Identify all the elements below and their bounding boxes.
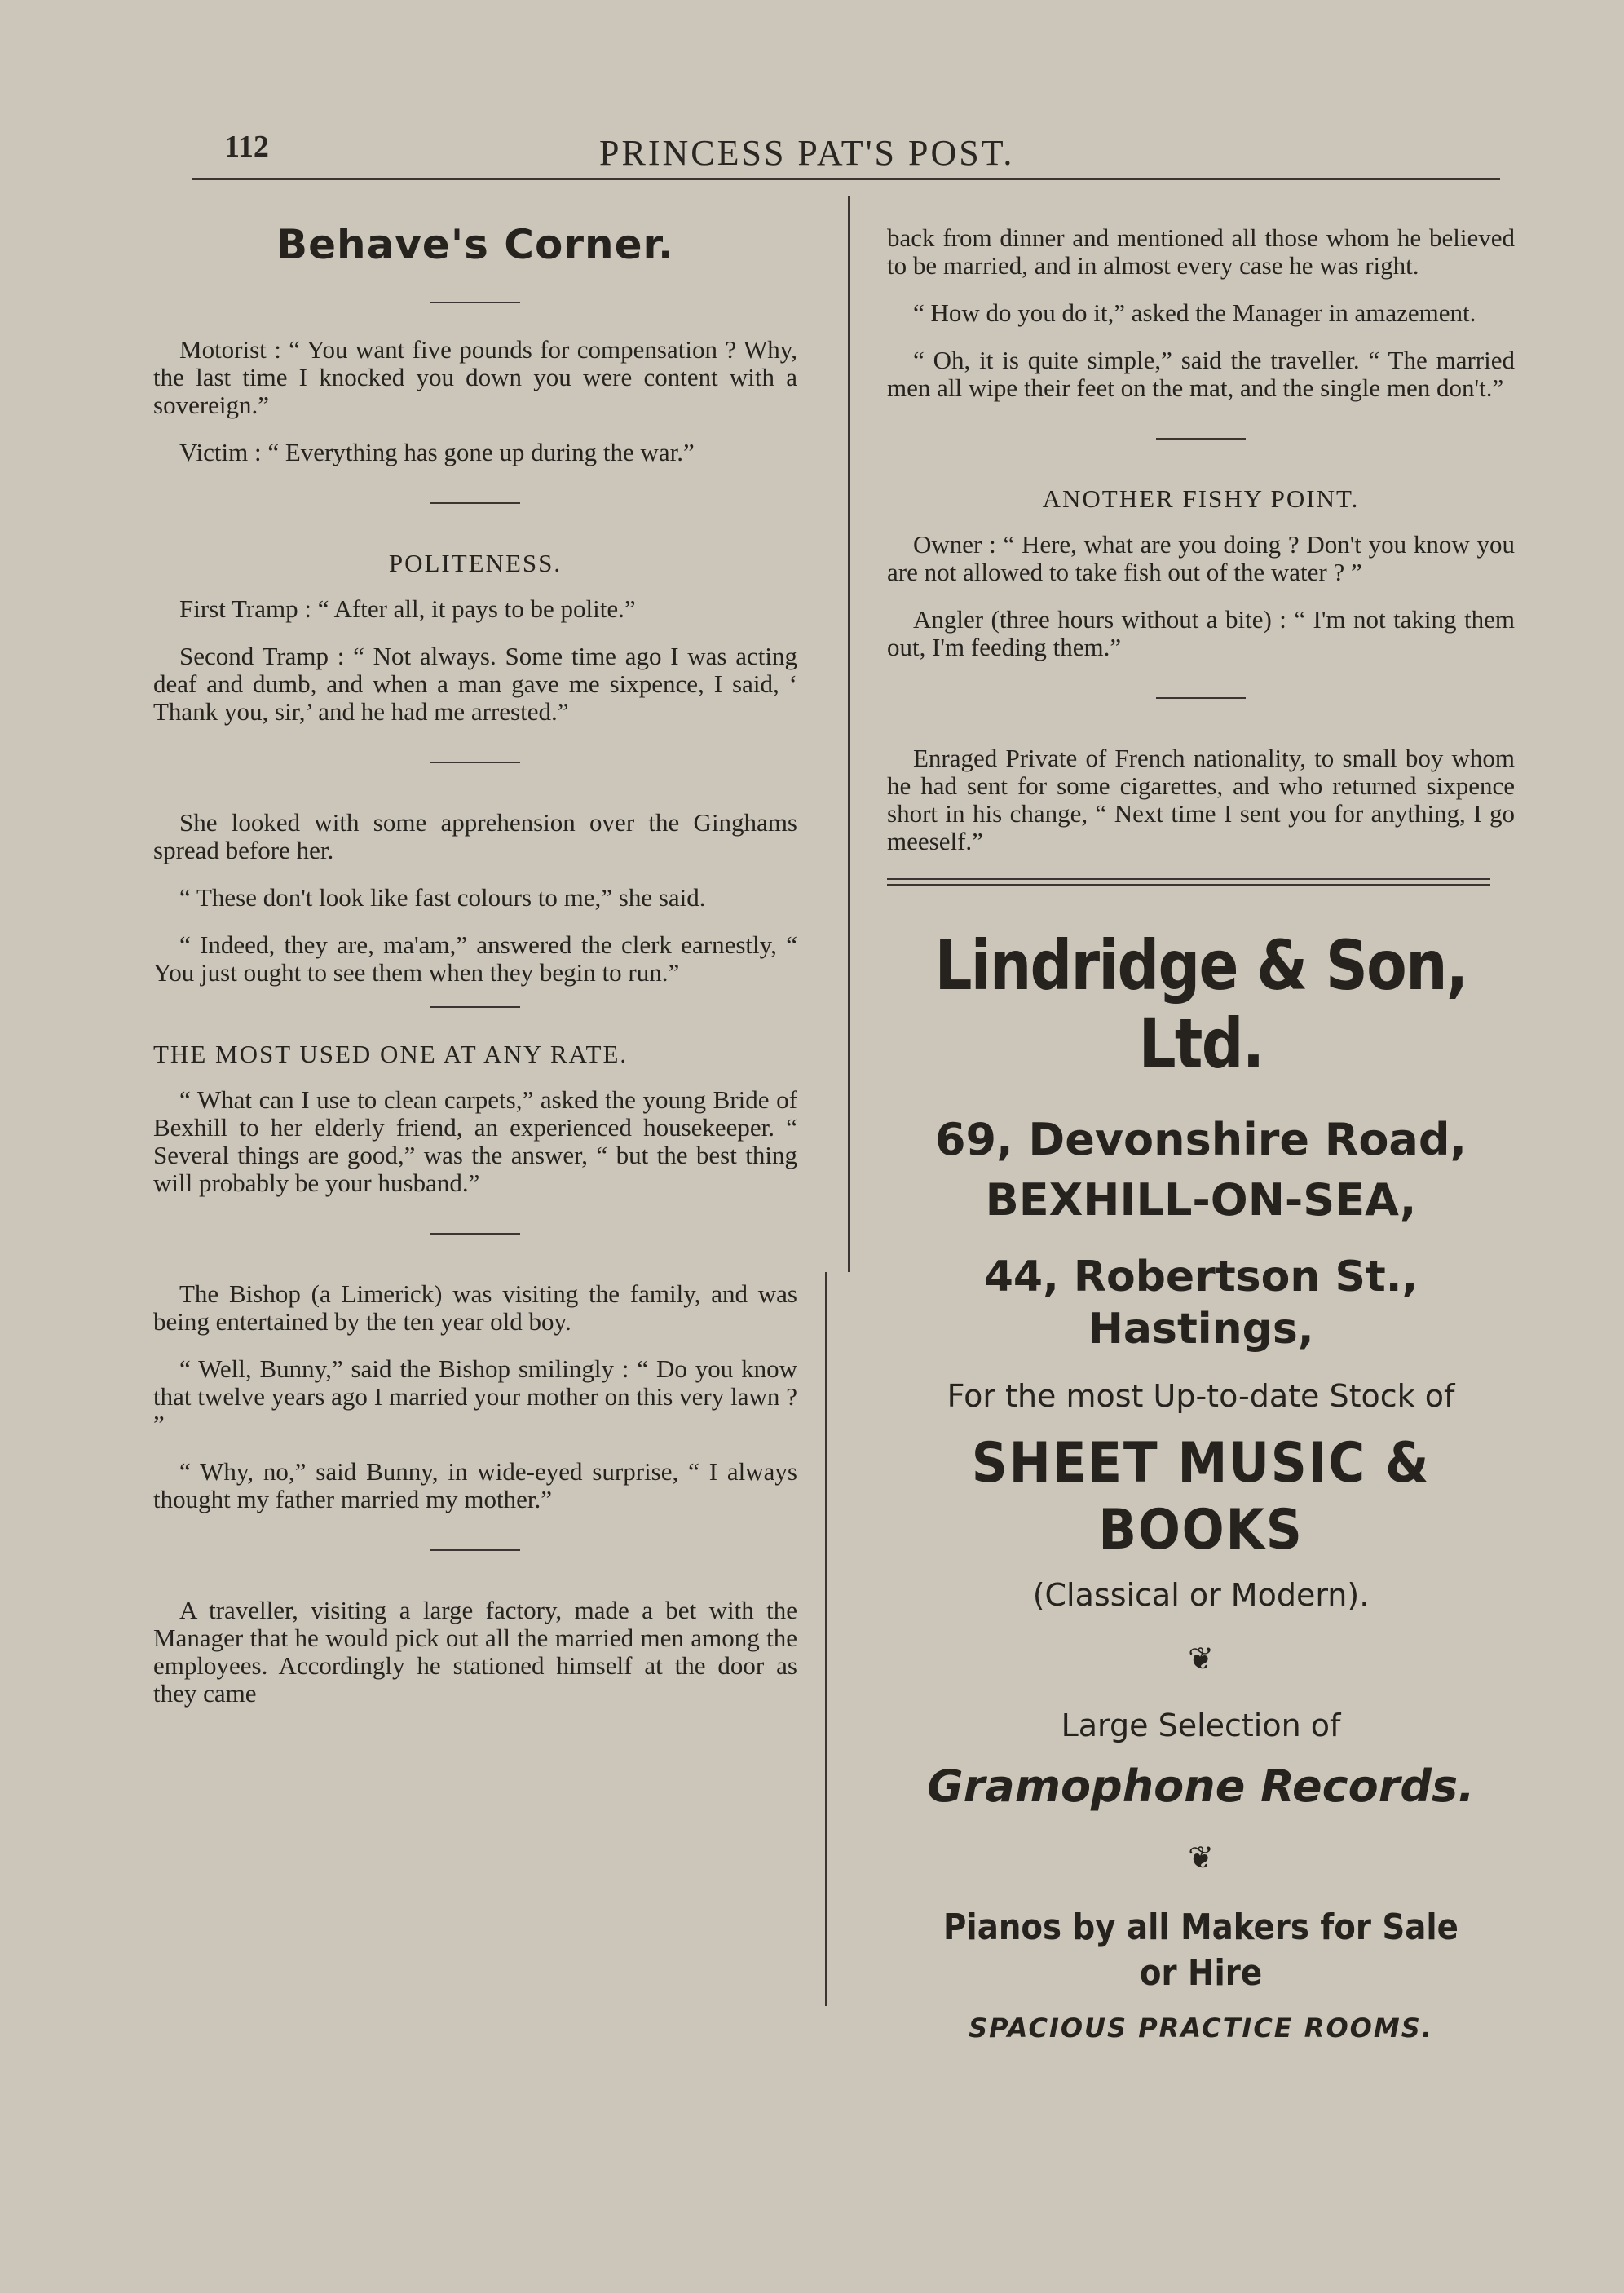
ad-address-line-1: 69, Devonshire Road, [934,1114,1467,1165]
ad-address-line-3: 44, Robertson St., Hastings, [983,1253,1419,1354]
ad-practice-rooms: SPACIOUS PRACTICE ROOMS. [969,2012,1433,2043]
ornament-icon: ❦ [1188,1840,1214,1875]
ornament-icon: ❦ [1188,1641,1214,1677]
ad-pianos-line: Pianos by all Makers for Sale or Hire [943,1906,1459,1994]
ad-sheet-music: SHEET MUSIC & BOOKS [971,1431,1431,1562]
politeness-heading: POLITENESS. [388,549,563,577]
manager-paragraph: “ How do you do it,” asked the Manager in amazement. [913,298,1476,327]
ad-classical-line: (Classical or Modern). [1032,1577,1370,1613]
bishop-paragraph-2: “ Well, Bunny,” said the Bishop smilingly : “ Do you know that twelve years ago I married your mother on this very lawn ? ” [153,1354,797,1438]
traveller-answer-paragraph: “ Oh, it is quite simple,” said the traveller. “ The married men all wipe their feet on the mat, and the single men don't.” [887,346,1515,402]
owner-paragraph: Owner : “ Here, what are you doing ? Don't you know you are not allowed to take fish out of the water ? ” [887,530,1515,586]
ginghams-paragraph-2: “ These don't look like fast colours to me,” she said. [179,883,706,912]
ginghams-paragraph-1: She looked with some apprehension over the Ginghams spread before her. [153,808,797,864]
second-tramp-paragraph: Second Tramp : “ Not always. Some time ago I was acting deaf and dumb, and when a man gave me sixpence, I said, ‘ Thank you, sir,’ and he had me arrested.” [153,642,797,726]
running-title: PRINCESS PAT'S POST. [599,133,1015,173]
angler-paragraph: Angler (three hours without a bite) : “ I'm not taking them out, I'm feeding them.” [887,605,1515,661]
private-paragraph: Enraged Private of French nationality, to small boy whom he had sent for some cigarettes, and who returned sixpence short in his change, “ Next time I sent you for anything, I go meeself.” [887,744,1515,855]
bishop-paragraph-3: “ Why, no,” said Bunny, in wide-eyed surprise, “ I always thought my father married my mother.” [153,1457,797,1513]
section-divider [430,1233,520,1235]
ad-firm-name: Lindridge & Son, Ltd. [934,926,1467,1084]
lindridge-advertisement [887,926,1515,2045]
column-divider-lower [825,1272,827,2006]
victim-paragraph: Victim : “ Everything has gone up during the war.” [179,438,695,466]
carpets-paragraph: “ What can I use to clean carpets,” asked the young Bride of Bexhill to her elderly friend, an experienced housekeeper. “ Several things are good,” was the answer, “ but the best thing will probably be your husband.” [153,1085,797,1197]
column-divider-upper [848,196,850,1272]
section-divider [430,1549,520,1551]
right-column [887,224,1515,2045]
section-divider [1156,697,1246,699]
ad-stock-line: For the most Up-to-date Stock of [947,1378,1455,1414]
section-divider [430,762,520,763]
header-rule [192,178,1500,180]
section-divider [1156,438,1246,440]
ad-selection-line: Large Selection of [1061,1708,1341,1743]
ginghams-paragraph-3: “ Indeed, they are, ma'am,” answered the clerk earnestly, “ You just ought to see them when they begin to run.” [153,930,797,987]
most-used-heading: THE MOST USED ONE AT ANY RATE. [153,1040,629,1068]
fishy-heading: ANOTHER FISHY POINT. [1042,484,1360,513]
page-number: 112 [224,130,269,164]
traveller-paragraph: A traveller, visiting a large factory, made a bet with the Manager that he would pick out all the married men among the employees. Accordingly he stationed himself at the door as they came [153,1596,797,1708]
section-divider [430,502,520,504]
ad-records-line: Gramophone Records. [927,1761,1475,1812]
section-divider [430,1006,520,1008]
advertisement-rule [887,878,1490,886]
bishop-paragraph-1: The Bishop (a Limerick) was visiting the family, and was being entertained by the ten year old boy. [153,1279,797,1336]
left-column [153,220,797,1727]
first-tramp-paragraph: First Tramp : “ After all, it pays to be polite.” [179,594,636,623]
corner-title: Behave's Corner. [276,221,675,268]
motorist-paragraph: Motorist : “ You want five pounds for compensation ? Why, the last time I knocked you down you were content with a sovereign.” [153,335,797,419]
section-divider [430,302,520,303]
traveller-continued-paragraph: back from dinner and mentioned all those whom he believed to be married, and in almost every case he was right. [887,223,1515,280]
ad-address-line-2: BEXHILL-ON-SEA, [985,1174,1417,1226]
